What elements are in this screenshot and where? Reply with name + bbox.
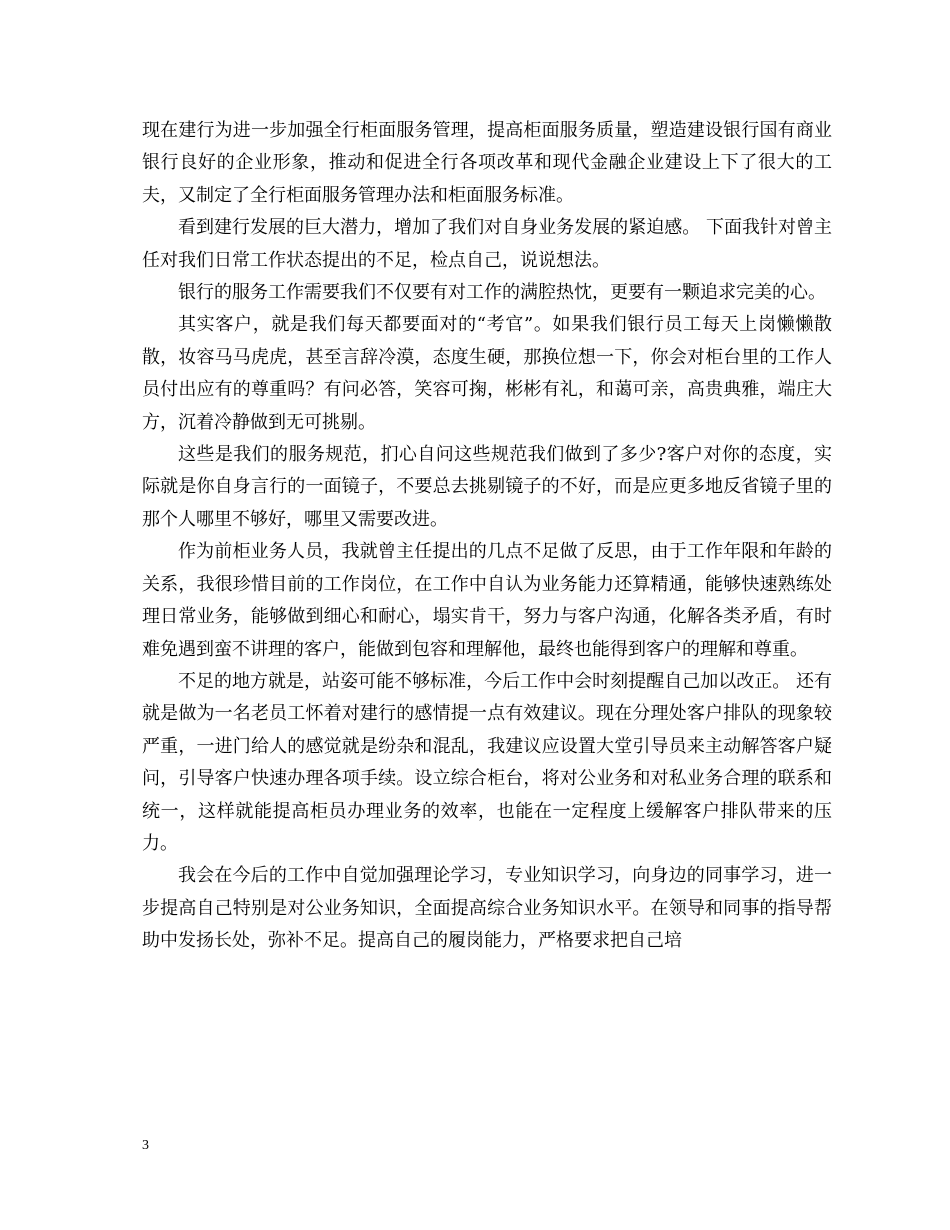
paragraph-7: 不足的地方就是，站姿可能不够标准，今后工作中会时刻提醒自己加以改正。 还有就是做为一名老员工怀着对建行的感情提一点有效建议。现在分理处客户排队的现象较严重，一进门给人的感觉就是纷杂和混乱，我建议应设置大堂引导员来主动解答客户疑问，引导客户快速办理各项手续。设立综合柜台，将对公业务和对私业务合理的联系和统一，这样就能提高柜员办理业务的效率，也能在一定程度上缓解客户排队带来的压力。 [142, 670, 832, 854]
paragraph-4: 其实客户，就是我们每天都要面对的“考官”。如果我们银行员工每天上岗懒懒散散，妆容马马虎虎，甚至言辞冷漠，态度生硬，那换位想一下，你会对柜台里的工作人员付出应有的尊重吗？有问必答，笑容可掬，彬彬有礼，和蔼可亲，高贵典雅，端庄大方，沉着冷静做到无可挑剔。 [142, 314, 832, 433]
paragraph-3: 银行的服务工作需要我们不仅要有对工作的满腔热忱，更要有一颗追求完美的心。 [178, 282, 826, 304]
paragraph-5: 这些是我们的服务规范，扪心自问这些规范我们做到了多少?客户对你的态度，实际就是你自身言行的一面镜子，不要总去挑剔镜子的不好，而是应更多地反省镜子里的那个人哪里不够好，哪里又需要改进。 [142, 444, 832, 530]
page-number: 3 [142, 1138, 149, 1153]
document-body [142, 115, 832, 958]
paragraph-2: 看到建行发展的巨大潜力，增加了我们对自身业务发展的紧迫感。 下面我针对曾主任对我们日常工作状态提出的不足，检点自己，说说想法。 [142, 217, 832, 271]
paragraph-6: 作为前柜业务人员，我就曾主任提出的几点不足做了反思，由于工作年限和年龄的关系，我很珍惜目前的工作岗位，在工作中自认为业务能力还算精通，能够快速熟练处理日常业务，能够做到细心和耐心，塌实肯干，努力与客户沟通，化解各类矛盾，有时难免遇到蛮不讲理的客户，能做到包容和理解他，最终也能得到客户的理解和尊重。 [142, 541, 832, 660]
paragraph-8: 我会在今后的工作中自觉加强理论学习，专业知识学习，向身边的同事学习，进一步提高自己特别是对公业务知识，全面提高综合业务知识水平。在领导和同事的指导帮助中发扬长处，弥补不足。提高自己的履岗能力，严格要求把自己培 [142, 865, 832, 952]
paragraph-1: 现在建行为进一步加强全行柜面服务管理，提高柜面服务质量，塑造建设银行国有商业银行良好的企业形象，推动和促进全行各项改革和现代金融企业建设上下了很大的工夫，又制定了全行柜面服务管理办法和柜面服务标准。 [142, 120, 832, 206]
